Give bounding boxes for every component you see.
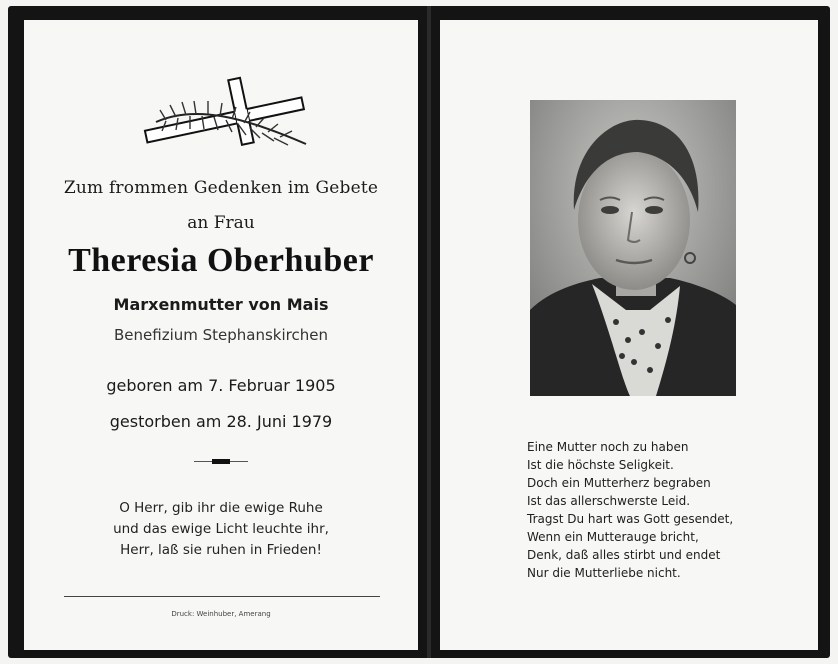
cross-with-palm-icon — [136, 74, 312, 156]
prayer-line: Herr, laß sie ruhen in Frieden! — [120, 542, 322, 558]
poem-text — [527, 438, 733, 582]
an-frau-text: an Frau — [187, 213, 255, 233]
poem-line: Nur die Mutterliebe nicht. — [527, 566, 681, 580]
poem-line: Tragst Du hart was Gott gesendet, — [527, 512, 734, 526]
prayer-line: und das ewige Licht leuchte ihr, — [113, 521, 329, 537]
intro-text: Zum frommen Gedenken im Gebete — [63, 178, 379, 198]
place-text: Benefizium Stephanskirchen — [114, 326, 328, 344]
poem-line: Denk, daß alles stirbt und endet — [527, 548, 721, 562]
right-panel — [440, 20, 818, 650]
poem-line: Doch ein Mutterherz begraben — [527, 476, 711, 490]
left-panel — [24, 20, 418, 650]
deceased-name: Theresia Oberhuber — [68, 242, 374, 279]
footer-rule — [64, 596, 380, 597]
divider-ornament-icon — [194, 458, 248, 466]
poem-line: Wenn ein Mutterauge bricht, — [527, 530, 699, 544]
poem-line: Ist die höchste Seligkeit. — [527, 458, 674, 472]
memorial-card — [8, 6, 830, 658]
prayer-text — [24, 498, 418, 561]
poem-line: Eine Mutter noch zu haben — [527, 440, 689, 454]
printer-credit: Druck: Weinhuber, Amerang — [171, 610, 271, 618]
prayer-line: O Herr, gib ihr die ewige Ruhe — [119, 500, 323, 516]
portrait-photo — [530, 100, 736, 396]
subtitle-text: Marxenmutter von Mais — [113, 295, 329, 314]
card-fold — [427, 6, 431, 658]
birth-date: geboren am 7. Februar 1905 — [106, 376, 336, 395]
death-date: gestorben am 28. Juni 1979 — [109, 412, 333, 431]
poem-line: Ist das allerschwerste Leid. — [527, 494, 691, 508]
